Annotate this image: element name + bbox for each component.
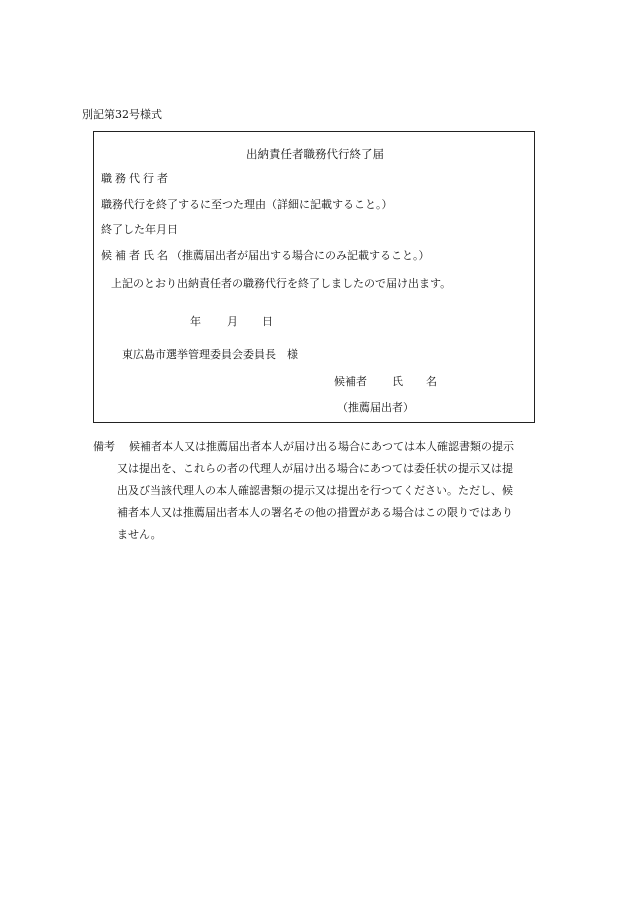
candidate-label: 候補者氏名 xyxy=(101,249,171,262)
date-day: 日 xyxy=(262,315,273,328)
submission-statement: 上記のとおり出納責任者の職務代行を終了しましたので届け出ます。 xyxy=(111,277,452,290)
remarks-body xyxy=(117,436,541,546)
recommender-label: （推薦届出者） xyxy=(337,401,414,414)
remarks-line-5: ません。 xyxy=(117,528,162,541)
remarks-line-4: 補者本人又は推薦届出者本人の署名その他の措置がある場合はこの限りではあり xyxy=(117,506,513,519)
signer-name-label-2: 名 xyxy=(426,375,437,388)
date-year: 年 xyxy=(190,315,201,328)
remarks-line-2: 又は提出を、これらの者の代理人が届け出る場合にあつては委任状の提示又は提 xyxy=(117,462,513,475)
addressee: 東広島市選挙管理委員会委員長 様 xyxy=(122,348,298,361)
reason-label: 職務代行を終了するに至つた理由（詳細に記載すること。） xyxy=(101,198,393,211)
signer-label: 候補者 xyxy=(334,375,367,388)
remarks-label: 備考 xyxy=(93,440,115,453)
form-frame xyxy=(93,131,535,423)
signer-row xyxy=(334,373,437,389)
remarks-line-3: 出及び当該代理人の本人確認書類の提示又は提出を行つてください。ただし、候 xyxy=(117,484,513,497)
candidate-row xyxy=(101,247,430,263)
agent-label: 職務代行者 xyxy=(101,172,171,185)
signer-name-label-1: 氏 xyxy=(392,375,403,388)
date-month: 月 xyxy=(227,315,238,328)
form-number: 別記第32号様式 xyxy=(82,108,162,121)
end-date-label: 終了した年月日 xyxy=(101,223,178,236)
form-title: 出納責任者職務代行終了届 xyxy=(246,147,384,161)
remarks-line-1: 候補者本人又は推薦届出者本人が届け出る場合にあつては本人確認書類の提示 xyxy=(129,440,514,453)
candidate-note: （推薦届出者が届出する場合にのみ記載すること。） xyxy=(171,249,430,262)
